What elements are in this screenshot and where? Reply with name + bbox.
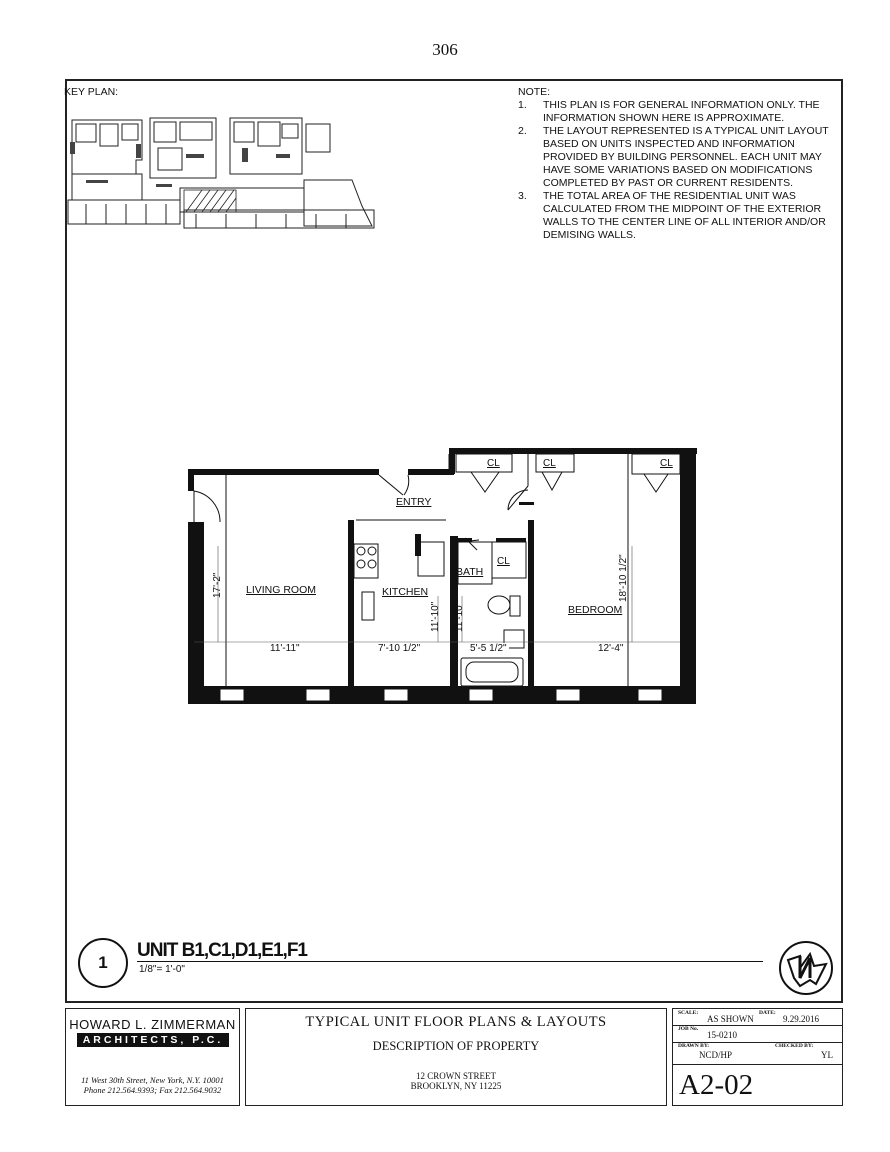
drawn-checked-row — [673, 1042, 842, 1065]
note-text: THE TOTAL AREA OF THE RESIDENTIAL UNIT WAS CALCULATED FROM THE MIDPOINT OF THE EXTERIOR WALLS TO THE CENTER LINE OF ALL INTERIOR AND/OR DEMISING WALLS. — [543, 190, 826, 241]
drawing-subtitle: DESCRIPTION OF PROPERTY — [372, 1039, 540, 1053]
firm-logo-bar: ARCHITECTS, P.C. — [77, 1033, 229, 1047]
room-label-entry: ENTRY — [396, 496, 432, 508]
unit-scale: 1/8"= 1'-0" — [139, 964, 185, 975]
title-block-main — [245, 1008, 667, 1106]
closet-label: CL — [543, 458, 556, 469]
job-label: JOB No. — [678, 1026, 699, 1032]
closet-label: CL — [487, 458, 500, 469]
room-label-bath: BATH — [456, 566, 484, 578]
scale-date-row — [673, 1009, 842, 1026]
north-arrow-icon — [778, 940, 834, 996]
date-value: 9.29.2016 — [783, 1014, 819, 1024]
checked-by-label: CHECKED BY: — [775, 1043, 814, 1049]
closet-label: CL — [660, 458, 673, 469]
job-row — [673, 1025, 842, 1043]
dimension-kitchen-depth: 11'-10" — [430, 601, 441, 632]
page-number: 306 — [432, 40, 458, 59]
drawn-by-label: DRAWN BY: — [678, 1043, 710, 1049]
firm-address — [66, 1075, 239, 1095]
project-street: 12 CROWN STREET — [416, 1071, 496, 1081]
floor-plan — [186, 446, 698, 708]
note-text: THE LAYOUT REPRESENTED IS A TYPICAL UNIT LAYOUT BASED ON UNITS INSPECTED AND INFORMATION PROVIDED BY BUILDING PERSONNEL. EACH UNIT MAY HAVE SOME VARIATIONS BASED ON MODIFICATIONS COMPLETED BY PAST OR CURRENT RESIDENTS. — [543, 125, 829, 189]
dimension-bedroom-width: 12'-4" — [598, 643, 624, 654]
room-label-living-room: LIVING ROOM — [246, 584, 317, 596]
firm-phone-line: Phone 212.564.9393; Fax 212.564.9032 — [83, 1085, 222, 1095]
drawing-title: TYPICAL UNIT FLOOR PLANS & LAYOUTS — [305, 1014, 607, 1030]
note-item — [518, 99, 838, 125]
detail-number: 1 — [98, 953, 108, 972]
drawn-by-value: NCD/HP — [699, 1050, 733, 1060]
unit-title: UNIT B1,C1,D1,E1,F1 — [137, 940, 307, 961]
note-item — [518, 190, 838, 242]
note-number: 3. — [518, 190, 527, 202]
closet-label: CL — [497, 556, 510, 567]
firm-name: HOWARD L. ZIMMERMAN — [69, 1017, 236, 1032]
sheet-number: A2-02 — [679, 1069, 754, 1101]
note-item — [518, 125, 838, 190]
room-label-kitchen: KITCHEN — [382, 586, 429, 598]
date-label: DATE: — [759, 1010, 776, 1016]
job-value: 15-0210 — [707, 1030, 737, 1040]
checked-by-value: YL — [821, 1050, 833, 1060]
detail-number-circle — [78, 938, 128, 988]
project-address — [246, 1071, 666, 1091]
note-text: THIS PLAN IS FOR GENERAL INFORMATION ONLY. THE INFORMATION SHOWN HERE IS APPROXIMATE. — [543, 99, 820, 124]
key-plan-label: KEY PLAN: — [64, 86, 119, 98]
project-city: BROOKLYN, NY 11225 — [410, 1081, 502, 1091]
scale-value: AS SHOWN — [707, 1014, 754, 1024]
dimension-living-width: 11'-11" — [270, 643, 300, 654]
dimension-bath-width: 5'-5 1/2" — [470, 643, 507, 654]
key-plan-drawing — [66, 114, 376, 234]
dimension-living-depth: 17'-2" — [212, 572, 223, 598]
room-label-bedroom: BEDROOM — [568, 604, 623, 616]
scale-label: SCALE: — [678, 1010, 699, 1016]
firm-address-line: 11 West 30th Street, New York, N.Y. 10001 — [81, 1075, 224, 1085]
general-notes — [518, 86, 838, 242]
note-heading: NOTE: — [518, 86, 551, 98]
note-number: 1. — [518, 99, 527, 111]
dimension-bath-depth: 11'-10" — [454, 601, 465, 632]
title-block-firm — [65, 1008, 240, 1106]
note-number: 2. — [518, 125, 527, 137]
unit-title-underline — [137, 961, 763, 962]
dimension-kitchen-width: 7'-10 1/2" — [378, 643, 421, 654]
title-block-info — [672, 1008, 843, 1106]
dimension-bedroom-depth: 18'-10 1/2" — [618, 554, 629, 602]
